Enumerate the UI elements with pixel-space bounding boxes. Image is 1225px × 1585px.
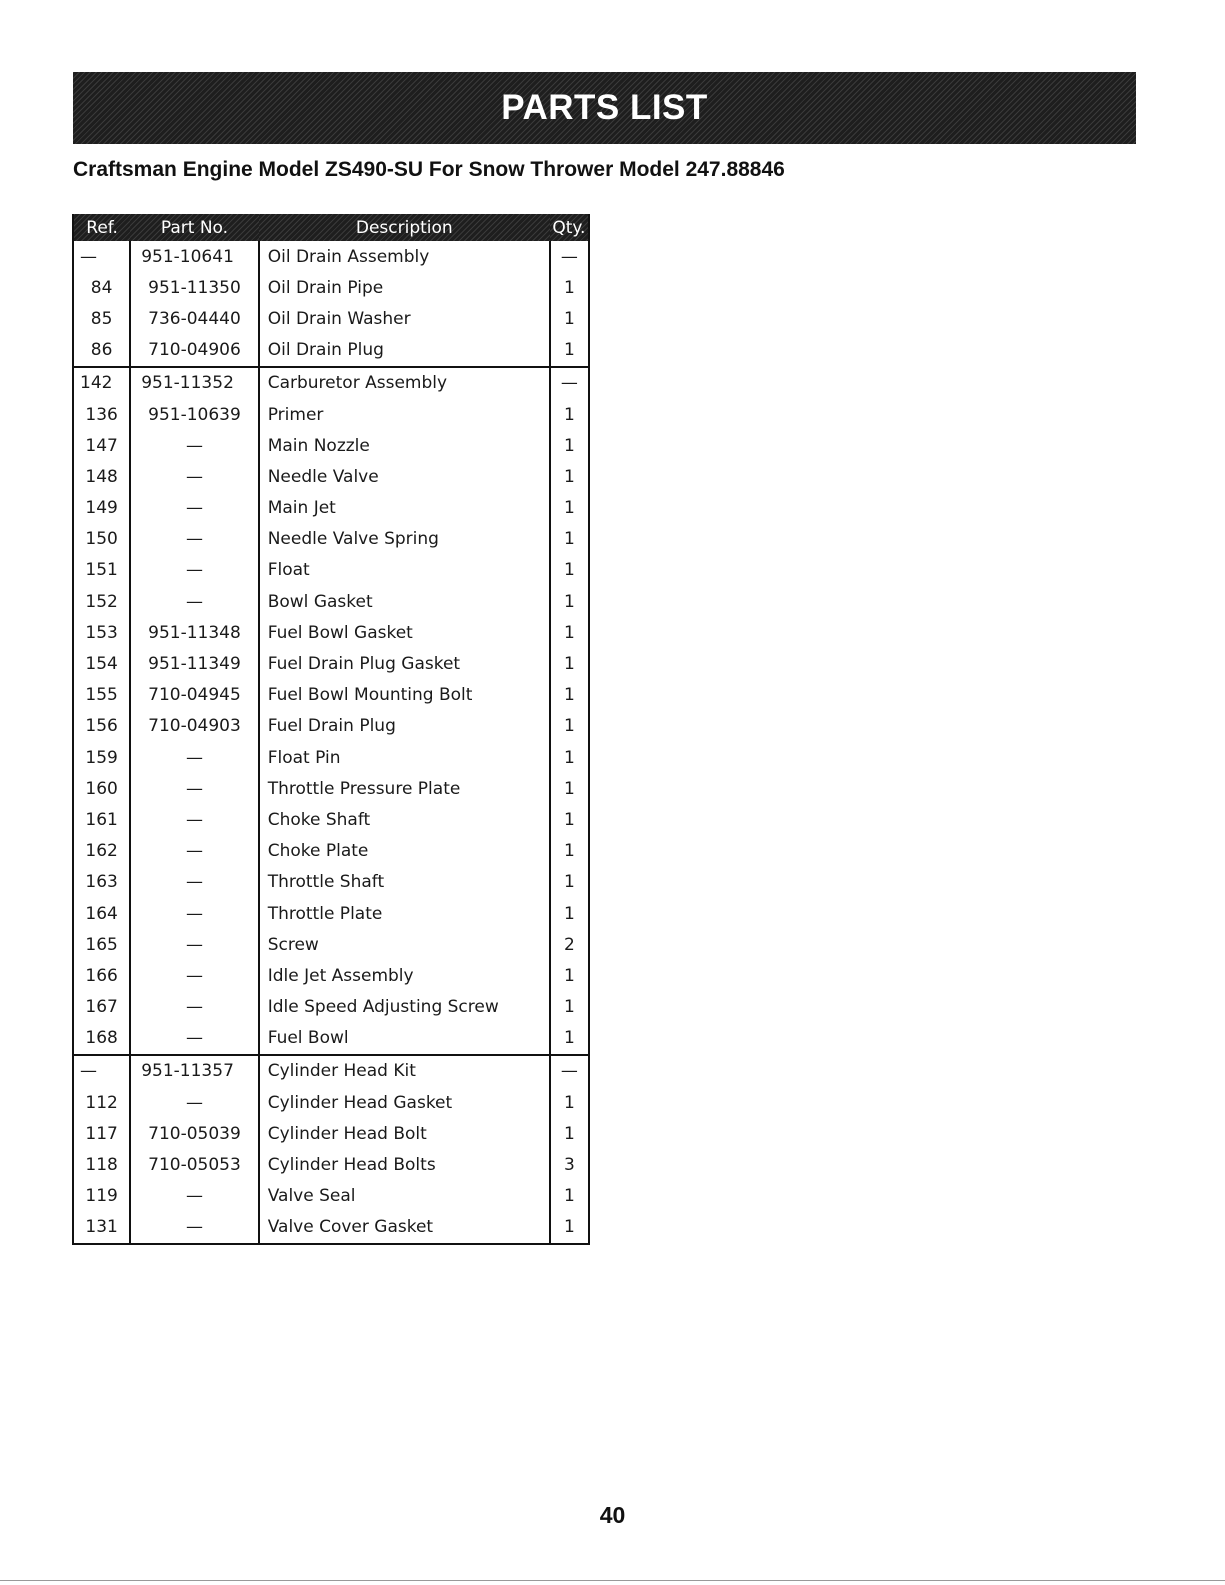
cell-description: Idle Speed Adjusting Screw bbox=[259, 992, 550, 1023]
page-subtitle: Craftsman Engine Model ZS490-SU For Snow Thrower Model 247.88846 bbox=[73, 158, 785, 181]
cell-ref: 159 bbox=[85, 747, 118, 768]
cell-part-no: — bbox=[130, 1023, 259, 1055]
cell-ref: 154 bbox=[85, 654, 118, 675]
table-row bbox=[74, 680, 588, 711]
cell-ref: 131 bbox=[85, 1217, 118, 1238]
cell-ref: — bbox=[80, 246, 97, 267]
cell-description: Oil Drain Plug bbox=[259, 335, 550, 367]
cell-description: Cylinder Head Bolts bbox=[259, 1149, 550, 1180]
cell-qty: 2 bbox=[550, 929, 588, 960]
cell-description: Main Nozzle bbox=[259, 430, 550, 461]
cell-qty: 1 bbox=[550, 711, 588, 742]
table-row bbox=[74, 1055, 588, 1087]
cell-part-no: — bbox=[130, 836, 259, 867]
cell-description: Oil Drain Assembly bbox=[259, 241, 550, 272]
cell-description: Valve Cover Gasket bbox=[259, 1212, 550, 1243]
cell-part-no: 710-04906 bbox=[130, 335, 259, 367]
cell-ref: 142 bbox=[74, 367, 130, 399]
cell-part-no: 710-04903 bbox=[130, 711, 259, 742]
cell-description: Fuel Drain Plug Gasket bbox=[259, 648, 550, 679]
cell-ref: 86 bbox=[90, 340, 113, 361]
table-row bbox=[74, 742, 588, 773]
cell-qty: 1 bbox=[550, 898, 588, 929]
cell-description: Oil Drain Washer bbox=[259, 303, 550, 334]
header-ref: Ref. bbox=[74, 214, 130, 241]
parts-table bbox=[74, 214, 588, 1243]
cell-part-no: 951-11357 bbox=[130, 1055, 259, 1087]
table-row bbox=[74, 303, 588, 334]
cell-ref: 118 bbox=[85, 1155, 118, 1176]
cell-description: Needle Valve Spring bbox=[259, 524, 550, 555]
cell-description: Cylinder Head Kit bbox=[259, 1055, 550, 1087]
cell-part-no: 710-05039 bbox=[130, 1118, 259, 1149]
cell-part-no: — bbox=[130, 929, 259, 960]
cell-part-no: 951-11352 bbox=[130, 367, 259, 399]
cell-ref: 151 bbox=[85, 560, 118, 581]
cell-qty: 1 bbox=[550, 836, 588, 867]
cell-part-no: 951-10639 bbox=[130, 399, 259, 430]
cell-qty: 1 bbox=[550, 430, 588, 461]
table-row bbox=[74, 836, 588, 867]
table-row bbox=[74, 272, 588, 303]
table-row bbox=[74, 461, 588, 492]
cell-part-no: — bbox=[130, 1087, 259, 1118]
cell-ref: 160 bbox=[85, 778, 118, 799]
cell-description: Valve Seal bbox=[259, 1181, 550, 1212]
cell-part-no: — bbox=[130, 1212, 259, 1243]
cell-description: Throttle Shaft bbox=[259, 867, 550, 898]
cell-ref: 148 bbox=[85, 466, 118, 487]
cell-qty: 1 bbox=[550, 1087, 588, 1118]
table-row bbox=[74, 960, 588, 991]
cell-qty: — bbox=[550, 367, 588, 399]
cell-qty: 1 bbox=[550, 399, 588, 430]
page-number: 40 bbox=[599, 1502, 626, 1528]
table-row bbox=[74, 367, 588, 399]
cell-ref: 152 bbox=[85, 591, 118, 612]
cell-description: Bowl Gasket bbox=[259, 586, 550, 617]
cell-qty: 1 bbox=[550, 648, 588, 679]
cell-qty: 1 bbox=[550, 867, 588, 898]
table-row bbox=[74, 867, 588, 898]
cell-qty: 1 bbox=[550, 992, 588, 1023]
cell-description: Idle Jet Assembly bbox=[259, 960, 550, 991]
table-row bbox=[74, 1118, 588, 1149]
cell-ref: 155 bbox=[85, 685, 118, 706]
cell-qty: 1 bbox=[550, 586, 588, 617]
header-description: Description bbox=[259, 214, 550, 241]
cell-description: Choke Plate bbox=[259, 836, 550, 867]
cell-description: Float bbox=[259, 555, 550, 586]
cell-description: Fuel Bowl bbox=[259, 1023, 550, 1055]
table-row bbox=[74, 1212, 588, 1243]
cell-ref: 150 bbox=[85, 529, 118, 550]
cell-description: Choke Shaft bbox=[259, 804, 550, 835]
cell-ref: 153 bbox=[85, 622, 118, 643]
cell-description: Primer bbox=[259, 399, 550, 430]
cell-description: Needle Valve bbox=[259, 461, 550, 492]
cell-part-no: — bbox=[130, 1181, 259, 1212]
cell-part-no: 710-04945 bbox=[130, 680, 259, 711]
cell-qty: 1 bbox=[550, 773, 588, 804]
banner-title: PARTS LIST bbox=[501, 88, 708, 127]
cell-description: Throttle Plate bbox=[259, 898, 550, 929]
cell-qty: 1 bbox=[550, 524, 588, 555]
table-row bbox=[74, 617, 588, 648]
cell-ref: 162 bbox=[85, 841, 118, 862]
cell-ref: 164 bbox=[85, 903, 118, 924]
table-row bbox=[74, 898, 588, 929]
cell-qty: 1 bbox=[550, 960, 588, 991]
cell-ref: 147 bbox=[85, 435, 118, 456]
table-row bbox=[74, 711, 588, 742]
header-qty: Qty. bbox=[550, 214, 588, 241]
cell-part-no: 951-10641 bbox=[130, 241, 259, 272]
table-row bbox=[74, 929, 588, 960]
table-body bbox=[74, 241, 588, 1243]
cell-qty: 1 bbox=[550, 804, 588, 835]
cell-qty: 1 bbox=[550, 555, 588, 586]
cell-ref: 156 bbox=[85, 716, 118, 737]
cell-qty: 1 bbox=[550, 335, 588, 367]
cell-qty: 1 bbox=[550, 461, 588, 492]
table-row bbox=[74, 241, 588, 272]
cell-description: Cylinder Head Bolt bbox=[259, 1118, 550, 1149]
cell-part-no: — bbox=[130, 867, 259, 898]
cell-part-no: — bbox=[130, 742, 259, 773]
cell-qty: 1 bbox=[550, 1181, 588, 1212]
cell-description: Cylinder Head Gasket bbox=[259, 1087, 550, 1118]
cell-ref: 117 bbox=[85, 1123, 118, 1144]
cell-description: Fuel Drain Plug bbox=[259, 711, 550, 742]
cell-qty: 1 bbox=[550, 1212, 588, 1243]
table-row bbox=[74, 586, 588, 617]
cell-part-no: 951-11349 bbox=[130, 648, 259, 679]
table-row bbox=[74, 493, 588, 524]
cell-ref: 167 bbox=[85, 997, 118, 1018]
cell-qty: 1 bbox=[550, 272, 588, 303]
parts-table-container bbox=[72, 214, 590, 1245]
table-row bbox=[74, 773, 588, 804]
cell-qty: 1 bbox=[550, 1118, 588, 1149]
header-part-no: Part No. bbox=[130, 214, 259, 241]
cell-qty: 1 bbox=[550, 1023, 588, 1055]
cell-ref: 166 bbox=[85, 965, 118, 986]
parts-list-banner bbox=[73, 72, 1136, 144]
table-row bbox=[74, 555, 588, 586]
table-row bbox=[74, 1181, 588, 1212]
cell-ref: 161 bbox=[85, 809, 118, 830]
cell-qty: — bbox=[550, 1055, 588, 1087]
cell-ref: 112 bbox=[85, 1092, 118, 1113]
table-header-row bbox=[74, 214, 588, 241]
cell-part-no: — bbox=[130, 555, 259, 586]
cell-ref: 136 bbox=[85, 404, 118, 425]
cell-part-no: — bbox=[130, 898, 259, 929]
table-row bbox=[74, 399, 588, 430]
cell-description: Throttle Pressure Plate bbox=[259, 773, 550, 804]
table-row bbox=[74, 335, 588, 367]
cell-ref: 149 bbox=[85, 498, 118, 519]
cell-qty: 1 bbox=[550, 617, 588, 648]
cell-qty: 3 bbox=[550, 1149, 588, 1180]
cell-ref: 119 bbox=[85, 1186, 118, 1207]
table-row bbox=[74, 992, 588, 1023]
cell-description: Main Jet bbox=[259, 493, 550, 524]
cell-description: Carburetor Assembly bbox=[259, 367, 550, 399]
cell-part-no: — bbox=[130, 804, 259, 835]
cell-part-no: — bbox=[130, 524, 259, 555]
table-row bbox=[74, 804, 588, 835]
cell-ref: 168 bbox=[85, 1028, 118, 1049]
table-row bbox=[74, 1087, 588, 1118]
cell-part-no: — bbox=[130, 493, 259, 524]
cell-qty: 1 bbox=[550, 493, 588, 524]
cell-qty: 1 bbox=[550, 742, 588, 773]
table-row bbox=[74, 1149, 588, 1180]
cell-part-no: 951-11350 bbox=[130, 272, 259, 303]
cell-ref: — bbox=[74, 1055, 130, 1087]
cell-part-no: — bbox=[130, 992, 259, 1023]
cell-part-no: — bbox=[130, 461, 259, 492]
cell-qty: 1 bbox=[550, 680, 588, 711]
cell-description: Fuel Bowl Gasket bbox=[259, 617, 550, 648]
cell-ref: 163 bbox=[85, 872, 118, 893]
cell-description: Fuel Bowl Mounting Bolt bbox=[259, 680, 550, 711]
cell-ref: 85 bbox=[90, 308, 113, 329]
cell-part-no: — bbox=[130, 586, 259, 617]
cell-ref: 84 bbox=[90, 277, 113, 298]
cell-description: Float Pin bbox=[259, 742, 550, 773]
table-row bbox=[74, 430, 588, 461]
cell-description: Oil Drain Pipe bbox=[259, 272, 550, 303]
table-row bbox=[74, 1023, 588, 1055]
cell-part-no: 710-05053 bbox=[130, 1149, 259, 1180]
bottom-rule bbox=[0, 1580, 1225, 1581]
cell-part-no: — bbox=[130, 430, 259, 461]
table-row bbox=[74, 648, 588, 679]
cell-part-no: — bbox=[130, 773, 259, 804]
table-row bbox=[74, 524, 588, 555]
cell-part-no: 951-11348 bbox=[130, 617, 259, 648]
cell-part-no: — bbox=[130, 960, 259, 991]
cell-description: Screw bbox=[259, 929, 550, 960]
cell-part-no: 736-04440 bbox=[130, 303, 259, 334]
cell-ref: 165 bbox=[85, 934, 118, 955]
cell-qty: 1 bbox=[550, 303, 588, 334]
cell-qty: — bbox=[550, 241, 588, 272]
